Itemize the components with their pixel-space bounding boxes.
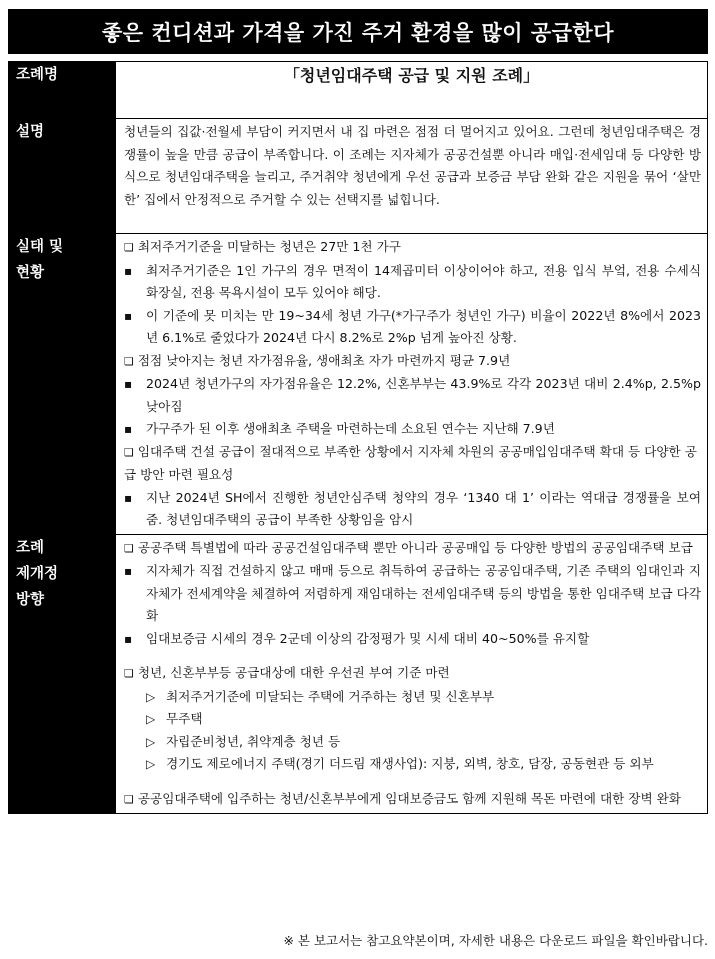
direction-heading-2: ❏ 청년, 신혼부부등 공급대상에 대한 우선권 부여 기준 마련 bbox=[124, 662, 701, 686]
direction-bullet-2: ▪ 임대보증금 시세의 경우 2군데 이상의 감정평가 및 시세 대비 40~50%를 유지할 bbox=[124, 628, 701, 651]
status-label-line2: 현황 bbox=[16, 265, 45, 281]
description-label: 설명 bbox=[9, 119, 116, 234]
ordinance-name-value: 「청년임대주택 공급 및 지원 조례」 bbox=[116, 62, 708, 119]
status-heading-1: ❏ 최저주거기준을 미달하는 청년은 27만 1천 가구 bbox=[124, 236, 701, 260]
direction-subitem-2: ▷ 무주택 bbox=[124, 708, 701, 731]
status-bullet-5: ▪ 지난 2024년 SH에서 진행한 청년안심주택 청약의 경우 ‘1340 대 1’ 이라는 역대급 경쟁률을 보여줌. 청년임대주택의 공급이 부족한 상황임을 암시 bbox=[124, 487, 701, 532]
status-bullet-4: ▪ 가구주가 된 이후 생애최초 주택을 마련하는데 소요된 연수는 지난해 7.9년 bbox=[124, 418, 701, 441]
direction-label-line1: 조례 bbox=[16, 539, 45, 556]
status-heading-2: ❏ 점점 낮아지는 청년 자가점유율, 생애최초 자가 마련까지 평균 7.9년 bbox=[124, 350, 701, 374]
spacer bbox=[124, 776, 701, 788]
policy-summary-page bbox=[8, 9, 708, 814]
description-cell bbox=[116, 119, 708, 234]
status-row bbox=[9, 234, 708, 535]
direction-heading-1: ❏ 공공주택 특별법에 따라 공공건설임대주택 뿐만 아니라 공공매입 등 다양한 방법의 공공임대주택 보급 bbox=[124, 537, 701, 561]
status-bullet-1: ▪ 최저주거기준은 1인 가구의 경우 면적이 14제곱미터 이상이어야 하고, 전용 입식 부엌, 전용 수세식 화장실, 전용 목욕시설이 모두 있어야 해당. bbox=[124, 260, 701, 305]
direction-label bbox=[9, 534, 116, 814]
status-bullet-2: ▪ 이 기준에 못 미치는 만 19~34세 청년 가구(*가구주가 청년인 가구) 비율이 2022년 8%에서 2023년 6.1%로 줄었다가 2024년 다시 8.2%로 2%p 넘게 높아진 상황. bbox=[124, 305, 701, 350]
ordinance-name-label: 조례명 bbox=[9, 62, 116, 119]
direction-heading-3: ❏ 공공임대주택에 입주하는 청년/신혼부부에게 임대보증금도 함께 지원해 목돈 마련에 대한 장벽 완화 bbox=[124, 788, 701, 812]
status-label-line1: 실태 및 bbox=[16, 239, 64, 255]
direction-subitem-4: ▷ 경기도 제로에너지 주택(경기 더드림 재생사업): 지붕, 외벽, 창호, 담장, 공동현관 등 외부 bbox=[124, 753, 701, 776]
status-bullet-3: ▪ 2024년 청년가구의 자가점유율은 12.2%, 신혼부부는 43.9%로 각각 2023년 대비 2.4%p, 2.5%p 낮아짐 bbox=[124, 373, 701, 418]
description-row bbox=[9, 119, 708, 234]
direction-cell bbox=[116, 534, 708, 814]
direction-label-line3: 방향 bbox=[16, 591, 45, 608]
status-heading-3: ❏ 임대주택 건설 공급이 절대적으로 부족한 상황에서 지자체 차원의 공공매입임대주택 확대 등 다양한 공급 방안 마련 필요성 bbox=[124, 441, 701, 487]
ordinance-table bbox=[8, 61, 708, 814]
direction-bullet-1: ▪ 지자체가 직접 건설하지 않고 매매 등으로 취득하여 공급하는 공공임대주택, 기존 주택의 임대인과 지자체가 전세계약을 체결하여 저렴하게 재임대하는 전세임대주택 등의 방법을 통한 임대주택 보급 다각화 bbox=[124, 560, 701, 628]
ordinance-name-row bbox=[9, 62, 708, 119]
direction-subitem-1: ▷ 최저주거기준에 미달되는 주택에 거주하는 청년 및 신혼부부 bbox=[124, 686, 701, 709]
status-cell bbox=[116, 234, 708, 535]
page-title: 좋은 컨디션과 가격을 가진 주거 환경을 많이 공급한다 bbox=[8, 9, 708, 54]
spacer bbox=[124, 650, 701, 662]
description-text: 청년들의 집값·전월세 부담이 커지면서 내 집 마련은 점점 더 멀어지고 있어요. 그런데 청년임대주택은 경쟁률이 높을 만큼 공급이 부족합니다. 이 조례는 지자체가 공공건설뿐 아니라 매입·전세임대 등 다양한 방식으로 청년임대주택을 늘리고, 주거취약 청년에게 우선 공급과 보증금 부담 완화 같은 지원을 묶어 ‘살만한’ 집에서 안정적으로 주거할 수 있는 선택지를 넓힙니다. bbox=[124, 124, 701, 207]
direction-subitem-3: ▷ 자립준비청년, 취약계층 청년 등 bbox=[124, 731, 701, 754]
status-label bbox=[9, 234, 116, 535]
direction-row bbox=[9, 534, 708, 814]
footnote: ※ 본 보고서는 참고요약본이며, 자세한 내용은 다운로드 파일을 확인바랍니다. bbox=[283, 933, 708, 948]
direction-label-line2: 제개정 bbox=[16, 565, 59, 582]
